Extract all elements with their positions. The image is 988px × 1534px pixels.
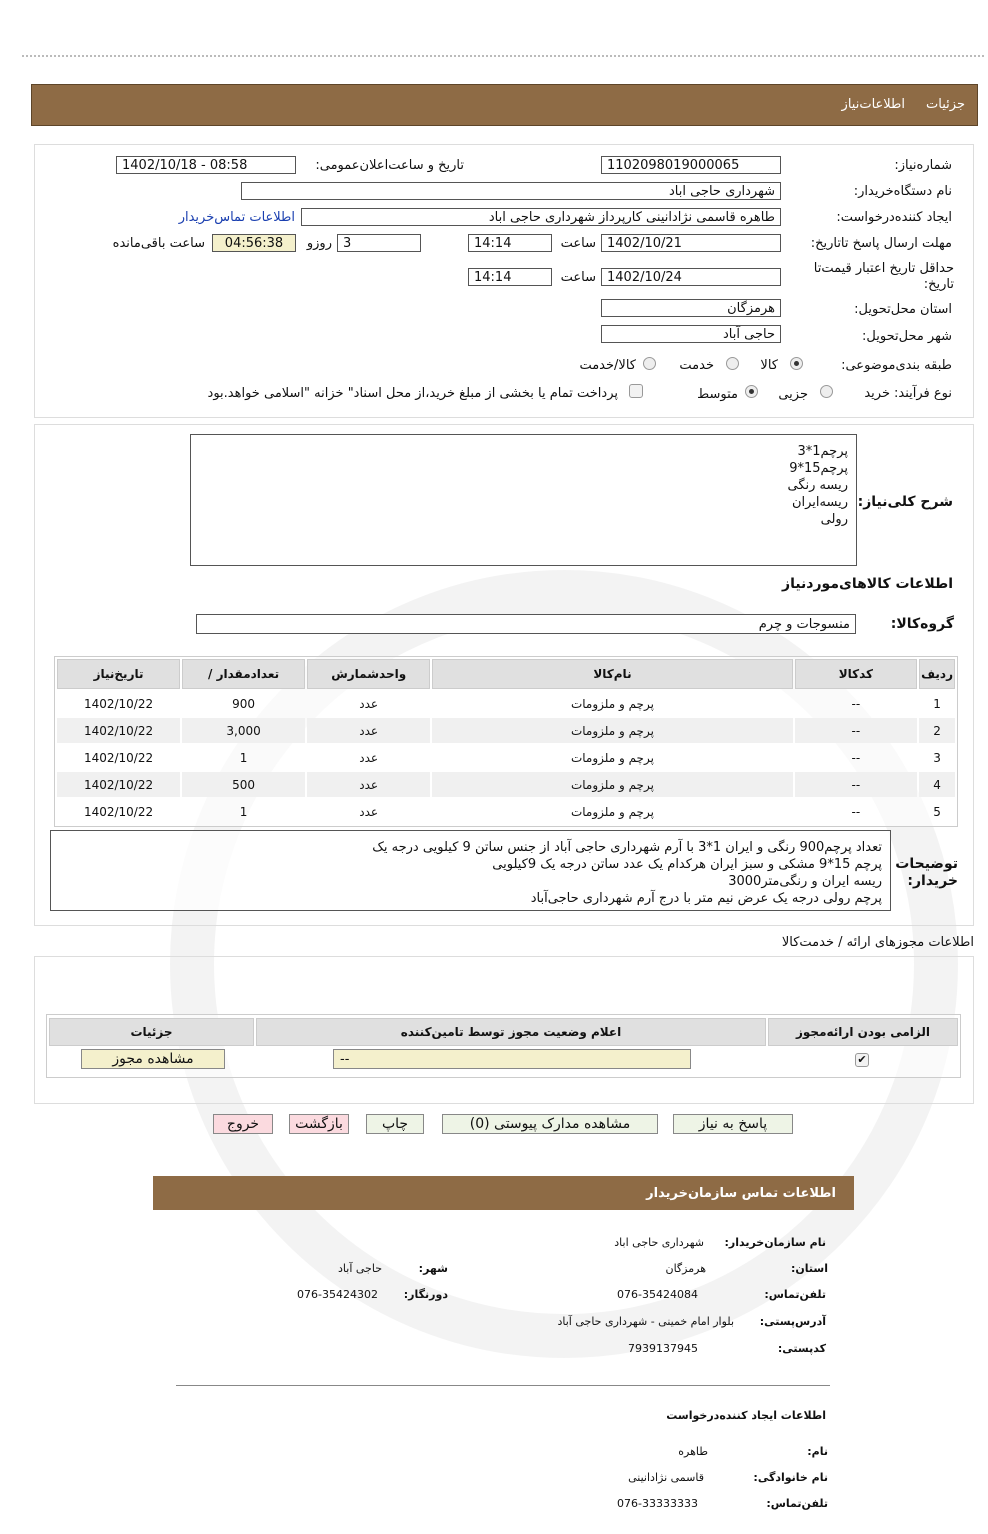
buyer-notes-box: [50, 830, 891, 911]
cell-row: 3: [933, 750, 941, 765]
col-date: تاریخ‌نیاز: [57, 659, 180, 689]
remaining-label: ساعت باقی‌مانده: [112, 236, 205, 251]
permits-col-status: اعلام وضعیت مجوز توسط تامین‌کننده: [256, 1018, 766, 1046]
cell-unit: عدد: [359, 804, 379, 819]
cell-code: --: [851, 804, 861, 819]
remaining-time-field: 04:56:38: [212, 234, 296, 252]
top-divider: [22, 55, 984, 57]
creator-field: طاهره قاسمی نژادانینی کارپرداز شهرداری حاجی اباد: [301, 208, 781, 226]
goods-section-title: اطلاعات کالاهای‌موردنیاز: [782, 576, 953, 592]
cell-qty: 3,000: [182, 718, 305, 743]
creator-phone-label: تلفن‌تماس:: [766, 1497, 828, 1510]
table-row: [57, 772, 955, 797]
cell-qty: 900: [232, 696, 256, 711]
goods-table: [55, 657, 957, 826]
category-label: طبقه بندی‌موضوعی:: [841, 358, 952, 373]
creator-family-label: نام خانوادگی:: [753, 1471, 828, 1484]
cell-date: 1402/10/22: [83, 696, 154, 711]
deadline-date-field: 1402/10/21: [601, 234, 781, 252]
contact-city-label: شهر:: [418, 1262, 448, 1275]
city-label: شهر محل‌تحویل:: [862, 329, 952, 344]
buyer-notes-line: پرچم رولی درجه یک عرض نیم متر با درج آرم شهرداری حاجی‌آباد: [530, 891, 882, 906]
buyer-notes-line: ریسه ایران و رنگی‌متر3000: [728, 874, 882, 889]
cell-qty: 500: [182, 772, 305, 797]
permit-required-checkbox: ✔: [855, 1053, 869, 1067]
creator-label: ایجاد کننده‌درخواست:: [836, 210, 952, 225]
process-buy-label: خرید: [864, 386, 890, 401]
contact-postal-label: کد‌پستی:: [777, 1342, 826, 1355]
cell-name: پرچم و ملزومات: [432, 772, 792, 797]
province-field: هرمزگان: [601, 299, 781, 317]
process-label: نوع فرآیند:: [894, 386, 952, 401]
process-partial-radio[interactable]: [820, 385, 833, 398]
summary-line: رولی: [820, 512, 848, 527]
validity-date-field: 1402/10/24: [601, 268, 781, 286]
summary-label: شرح کلی‌نیاز:: [857, 494, 953, 510]
cell-date: 1402/10/22: [83, 804, 154, 819]
goods-group-label: گروه‌کالا:: [890, 616, 954, 632]
buyer-notes-label: توضیحات خریدار:: [895, 856, 958, 889]
cell-row: 1: [933, 696, 941, 711]
cell-qty: 1: [239, 804, 248, 819]
col-unit: واحدشمارش: [307, 659, 430, 689]
table-row: [57, 691, 955, 716]
creator-family-value: قاسمی نژادانینی: [628, 1471, 704, 1484]
need-number-label: شماره‌نیاز:: [894, 158, 952, 173]
cell-code: --: [851, 696, 861, 711]
buyer-notes-line: تعداد پرچم900 رنگی و ایران 1*3 با آرم شهرداری حاجی آباد از جنس ساتن 9 کیلویی درجه یک: [372, 840, 882, 855]
announce-date-field: 1402/10/18 - 08:58: [116, 156, 296, 174]
view-permit-button[interactable]: مشاهده مجوز: [81, 1049, 225, 1069]
contact-phone-value: 076-35424084: [617, 1288, 698, 1301]
category-both-radio[interactable]: [643, 357, 656, 370]
contact-province-label: استان:: [791, 1262, 828, 1275]
cell-date: 1402/10/22: [57, 772, 180, 797]
summary-box: [190, 434, 857, 566]
contact-fax-value: 076-35424302: [297, 1288, 378, 1301]
col-name: نام‌کالا: [432, 659, 792, 689]
summary-line: پرچم1*3: [797, 444, 848, 459]
reply-button[interactable]: پاسخ به نیاز: [673, 1114, 793, 1134]
permits-col-required: الزامی بودن ارائه‌مجوز: [768, 1018, 958, 1046]
process-partial-label: جزیی: [778, 387, 808, 402]
cell-name: پرچم و ملزومات: [432, 718, 792, 743]
col-row: ردیف: [919, 659, 955, 689]
cell-unit: عدد: [307, 718, 430, 743]
cell-date: 1402/10/22: [83, 750, 154, 765]
goods-table-wrap: [54, 656, 958, 827]
treasury-text: پرداخت تمام یا بخشی از مبلغ خرید،از محل اسناد" خزانه "اسلامی خواهد.بود: [207, 386, 618, 401]
table-row: [57, 718, 955, 743]
cell-code: --: [795, 718, 917, 743]
cell-name: پرچم و ملزومات: [570, 804, 654, 819]
contact-address-value: بلوار امام خمینی - شهرداری حاجی آباد: [557, 1315, 734, 1328]
creator-phone-value: 076-33333333: [617, 1497, 698, 1510]
exit-button[interactable]: خروج: [213, 1114, 273, 1134]
tab-need-info[interactable]: اطلاعات‌نیاز: [841, 97, 905, 112]
process-medium-label: متوسط: [697, 387, 738, 402]
goods-group-field: منسوجات و چرم: [196, 614, 856, 634]
buyer-notes-line: پرچم 15*9 مشکی و سبز ایران هرکدام یک عدد ساتن درجه یک 9کیلویی: [492, 857, 882, 872]
permits-table-wrap: [46, 1014, 961, 1078]
buyer-contact-link[interactable]: اطلاعات تماس‌خریدار: [178, 210, 295, 225]
category-both-label: کالا/خدمت: [579, 358, 636, 373]
contact-province-value: هرمزگان: [665, 1262, 706, 1275]
validity-time-label: ساعت: [560, 270, 596, 285]
deadline-label: مهلت ارسال پاسخ تا‌تاریخ:: [810, 236, 952, 251]
back-button[interactable]: بازگشت: [289, 1114, 349, 1134]
permits-section-title: اطلاعات مجوزهای ارائه / خدمت‌کالا: [781, 935, 974, 950]
col-code: کدکالا: [795, 659, 917, 689]
process-medium-radio[interactable]: [745, 385, 758, 398]
summary-line: ریسه رنگی: [787, 478, 848, 493]
print-button[interactable]: چاپ: [366, 1114, 424, 1134]
contact-divider: [176, 1385, 830, 1386]
category-service-label: خدمت: [679, 358, 714, 373]
contact-phone-label: تلفن‌تماس:: [764, 1288, 826, 1301]
buyer-org-label: نام دستگاه‌خریدار:: [853, 184, 952, 199]
contact-fax-label: دورنگار:: [403, 1288, 448, 1301]
permits-col-details: جزئیات: [49, 1018, 254, 1046]
category-service-radio[interactable]: [726, 357, 739, 370]
org-name-label: نام سازمان‌خریدار:: [724, 1236, 826, 1249]
cell-name: پرچم و ملزومات: [570, 696, 654, 711]
days-label: روزو: [306, 236, 332, 251]
contact-postal-value: 7939137945: [628, 1342, 698, 1355]
validity-time-field: 14:14: [468, 268, 552, 286]
cell-row: 2: [919, 718, 955, 743]
summary-line: پرچم15*9: [789, 461, 848, 476]
province-label: استان محل‌تحویل:: [854, 302, 952, 317]
city-field: حاجی آباد: [601, 325, 781, 343]
cell-name: پرچم و ملزومات: [570, 750, 654, 765]
validity-label: حداقل تاریخ اعتبار قیمت‌تا تاریخ:: [813, 261, 954, 292]
days-field: 3: [337, 234, 421, 252]
cell-code: --: [795, 772, 917, 797]
cell-unit: عدد: [359, 696, 379, 711]
deadline-time-label: ساعت: [560, 236, 596, 251]
cell-unit: عدد: [359, 750, 379, 765]
category-goods-label: کالا: [760, 358, 778, 373]
permit-status-field: --: [333, 1049, 691, 1069]
treasury-checkbox[interactable]: [629, 384, 643, 398]
creator-info-title: اطلاعات ایجاد کننده‌درخواست: [666, 1409, 826, 1422]
contact-address-label: آدرس‌پستی:: [759, 1315, 826, 1328]
creator-name-label: نام:: [807, 1445, 828, 1458]
need-number-field: 1102098019000065: [601, 156, 781, 174]
contact-header: [153, 1176, 854, 1210]
cell-code: --: [851, 750, 861, 765]
contact-city-value: حاجی آباد: [338, 1262, 382, 1275]
cell-row: 5: [933, 804, 941, 819]
col-qty: تعدادمقدار /: [182, 659, 305, 689]
buyer-org-field: شهرداری حاجی اباد: [241, 182, 781, 200]
cell-qty: 1: [239, 750, 248, 765]
summary-line: ریسه‌ایران: [791, 495, 848, 510]
creator-name-value: طاهره: [678, 1445, 708, 1458]
cell-date: 1402/10/22: [57, 718, 180, 743]
page-header: [31, 84, 978, 126]
cell-unit: عدد: [307, 772, 430, 797]
category-goods-radio[interactable]: [790, 357, 803, 370]
attachments-button[interactable]: مشاهده مدارک پیوستی (0): [442, 1114, 658, 1134]
table-row: [57, 799, 955, 824]
announce-date-label: تاریخ و ساعت‌اعلان‌عمومی:: [315, 158, 464, 173]
org-name-value: شهرداری حاجی اباد: [614, 1236, 704, 1249]
deadline-time-field: 14:14: [468, 234, 552, 252]
table-row: [57, 745, 955, 770]
tab-details[interactable]: جزئیات: [926, 97, 965, 112]
cell-row: 4: [919, 772, 955, 797]
contact-header-title: اطلاعات تماس سازمان‌خریدار: [646, 1186, 836, 1201]
